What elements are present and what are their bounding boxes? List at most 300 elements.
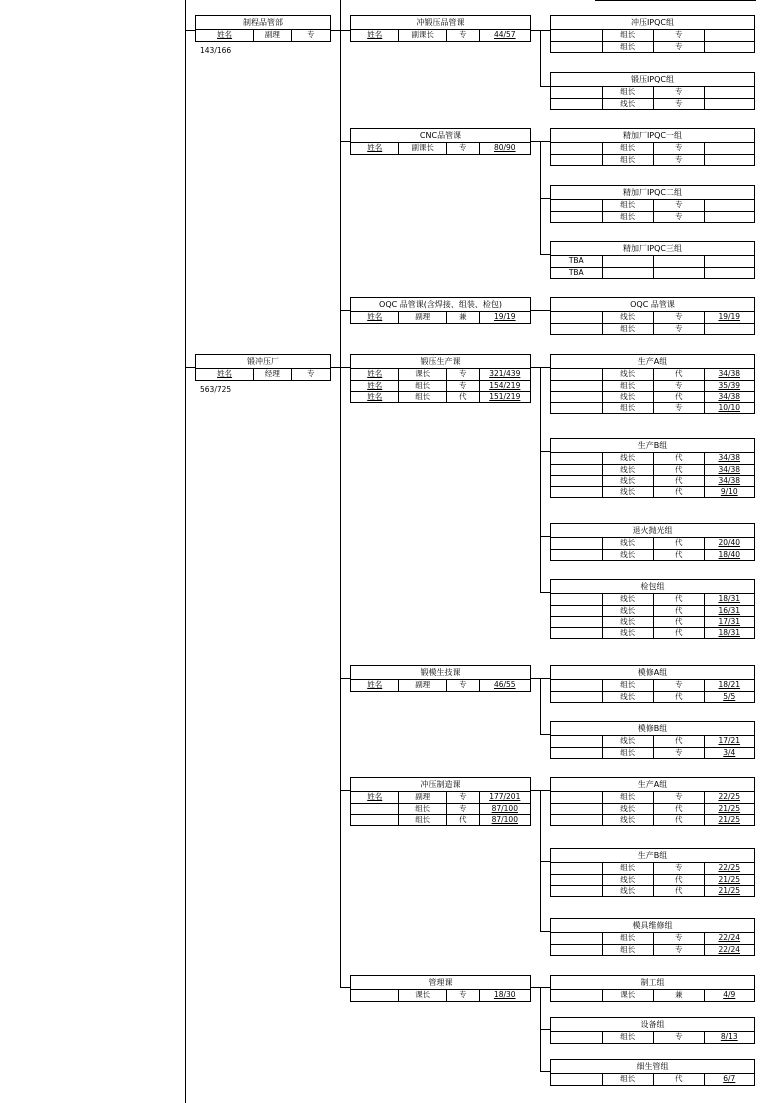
- org-node-mxA: [550, 665, 755, 703]
- org-node-row: [551, 803, 754, 814]
- org-node-cell: 专: [653, 324, 704, 334]
- org-node-cell: 代: [653, 476, 704, 486]
- org-node-cell: 专: [446, 369, 479, 380]
- org-node-scA: [550, 354, 755, 414]
- org-node-cell: 代: [653, 594, 704, 605]
- org-node-cell: 副课长: [398, 30, 445, 41]
- org-node-cell: 组长: [602, 945, 654, 955]
- org-node-cell: 副理: [398, 312, 445, 323]
- org-node-cell: 代: [446, 392, 479, 402]
- org-node-cell: [551, 1032, 602, 1043]
- org-node-xj3: [550, 241, 755, 279]
- org-node-cell: 8/13: [704, 1032, 755, 1043]
- org-node-title: 细生管组: [551, 1060, 754, 1074]
- org-node-cell: 21/25: [704, 886, 755, 896]
- connector-line: [540, 536, 550, 537]
- org-node-oqcg: [550, 297, 755, 335]
- org-node-title: 生产B组: [551, 439, 754, 453]
- org-node-cell: 专: [653, 863, 704, 874]
- org-node-cell: 5/5: [704, 692, 755, 702]
- org-node-dysc: [350, 354, 531, 403]
- org-node-dmsj: [350, 665, 531, 692]
- org-node-cell: 代: [653, 392, 704, 402]
- org-node-mjwx: [550, 918, 755, 956]
- org-node-cell: [551, 886, 602, 896]
- org-node-cell: 线长: [602, 606, 654, 616]
- org-node-row: [551, 486, 754, 497]
- org-node-cell: [551, 476, 602, 486]
- org-node-cell: 代: [653, 886, 704, 896]
- org-node-row: [551, 594, 754, 605]
- org-node-cell: 线长: [602, 99, 654, 109]
- org-node-cell: 专: [653, 748, 704, 758]
- org-node-cell: [551, 815, 602, 825]
- org-node-cell: 线长: [602, 815, 654, 825]
- org-node-row: [551, 792, 754, 803]
- org-node-title: 生产A组: [551, 778, 754, 792]
- org-node-cell: 专: [653, 212, 704, 222]
- org-node-cell: [551, 99, 602, 109]
- org-node-cell: [551, 42, 602, 52]
- org-node-row: [551, 87, 754, 98]
- org-node-cell: [653, 256, 704, 267]
- org-node-cell: [551, 933, 602, 944]
- org-node-cell: 组长: [602, 212, 654, 222]
- org-node-title: OQC 品管课: [551, 298, 754, 312]
- org-node-title: 锻模生技课: [351, 666, 530, 680]
- org-node-cell: [602, 256, 654, 267]
- org-node-row: [551, 369, 754, 380]
- org-node-cell: [551, 212, 602, 222]
- org-node-cell: 组长: [398, 815, 445, 825]
- org-node-row: [551, 143, 754, 154]
- org-node-row: [351, 30, 530, 41]
- connector-line: [595, 0, 755, 1]
- org-node-row: [551, 990, 754, 1001]
- org-node-cell: [551, 748, 602, 758]
- org-node-cell: 代: [653, 1074, 704, 1085]
- org-node-cell: 44/57: [479, 30, 530, 41]
- org-node-cell: [704, 99, 755, 109]
- connector-line: [540, 1071, 550, 1072]
- org-node-cell: 专: [446, 990, 479, 1001]
- org-node-cell: [602, 268, 654, 278]
- org-node-cell: 154/219: [479, 381, 530, 391]
- org-node-cell: [551, 594, 602, 605]
- org-node-cell: 专: [653, 312, 704, 323]
- org-node-row: [551, 691, 754, 702]
- connector-line: [540, 30, 541, 86]
- org-node-row: [351, 380, 530, 391]
- org-node-cell: 80/90: [479, 143, 530, 154]
- org-node-cell: 线长: [602, 453, 654, 464]
- org-node-cell: 17/21: [704, 736, 755, 747]
- org-node-cell: [351, 990, 398, 1001]
- org-node-thpg: [550, 523, 755, 561]
- org-node-cell: [551, 792, 602, 803]
- org-node-cell: 专: [653, 99, 704, 109]
- org-node-cell: [653, 268, 704, 278]
- org-node-title: 精加厂IPQC二组: [551, 186, 754, 200]
- connector-line: [540, 254, 550, 255]
- org-node-zg: [550, 975, 755, 1002]
- connector-line: [540, 198, 550, 199]
- org-node-row: [551, 211, 754, 222]
- org-node-xj2: [550, 185, 755, 223]
- org-node-row: [551, 312, 754, 323]
- org-node-cnc: [350, 128, 531, 155]
- org-node-cell: 专: [446, 680, 479, 691]
- org-node-row: [351, 990, 530, 1001]
- org-node-row: [351, 143, 530, 154]
- org-node-cell: TBA: [568, 268, 584, 277]
- connector-line: [540, 734, 550, 735]
- org-node-row: [551, 267, 754, 278]
- org-node-cell: [551, 369, 602, 380]
- org-node-xsg: [550, 1059, 755, 1086]
- org-node-cell: 副理: [253, 30, 290, 41]
- org-node-cell: 专: [291, 30, 330, 41]
- connector-line: [540, 790, 550, 791]
- org-node-title: 生产A组: [551, 355, 754, 369]
- org-node-cell: 线长: [602, 476, 654, 486]
- org-node-cell: 线长: [602, 369, 654, 380]
- connector-line: [340, 310, 350, 311]
- headcount-note: 143/166: [200, 46, 232, 55]
- org-node-cell: 177/201: [479, 792, 530, 803]
- org-node-cell: [551, 155, 602, 165]
- org-node-cell: 组长: [602, 792, 654, 803]
- org-node-row: [551, 402, 754, 413]
- org-node-xj1: [550, 128, 755, 166]
- org-node-row: [551, 933, 754, 944]
- org-node-cell: 姓名: [217, 30, 233, 39]
- org-node-cell: [551, 392, 602, 402]
- connector-line: [540, 987, 550, 988]
- connector-line: [540, 678, 541, 734]
- org-node-cell: 34/38: [704, 476, 755, 486]
- org-node-cell: 姓名: [367, 392, 383, 401]
- org-node-cell: [704, 212, 755, 222]
- org-node-cell: 代: [653, 736, 704, 747]
- org-node-cell: 87/100: [479, 815, 530, 825]
- connector-line: [185, 0, 186, 1103]
- org-node-cell: [551, 606, 602, 616]
- org-node-cell: 姓名: [367, 680, 383, 689]
- org-node-cell: [551, 863, 602, 874]
- org-node-cell: 组长: [602, 155, 654, 165]
- org-node-cell: [551, 628, 602, 638]
- org-node-cell: [704, 324, 755, 334]
- org-node-cell: 代: [653, 465, 704, 475]
- org-node-row: [551, 256, 754, 267]
- org-node-cell: 22/25: [704, 863, 755, 874]
- org-node-cell: 姓名: [367, 143, 383, 152]
- org-node-row: [551, 605, 754, 616]
- org-node-cell: 17/31: [704, 617, 755, 627]
- org-node-cell: 34/38: [704, 453, 755, 464]
- org-node-cell: 组长: [602, 87, 654, 98]
- org-node-row: [551, 747, 754, 758]
- org-node-cell: 34/38: [704, 465, 755, 475]
- org-node-cell: [551, 550, 602, 560]
- org-node-cell: 线长: [602, 538, 654, 549]
- org-node-title: 管理课: [351, 976, 530, 990]
- org-node-cell: 组长: [602, 933, 654, 944]
- org-node-title: 模具维修组: [551, 919, 754, 933]
- org-node-dcyc: [195, 354, 331, 381]
- org-node-glk: [350, 975, 531, 1002]
- org-node-jb: [550, 579, 755, 639]
- org-node-cell: [551, 804, 602, 814]
- org-node-cell: 组长: [602, 1032, 654, 1043]
- org-node-cell: 35/39: [704, 381, 755, 391]
- connector-line: [340, 987, 350, 988]
- org-node-cell: 专: [653, 30, 704, 41]
- org-node-cell: [551, 692, 602, 702]
- org-node-cell: 22/24: [704, 933, 755, 944]
- org-node-cell: 46/55: [479, 680, 530, 691]
- org-node-cell: 组长: [398, 381, 445, 391]
- org-node-title: 制工组: [551, 976, 754, 990]
- org-node-cell: 线长: [602, 487, 654, 497]
- org-node-cell: 16/31: [704, 606, 755, 616]
- org-node-cyp: [350, 15, 531, 42]
- headcount-note: 563/725: [200, 385, 232, 394]
- org-node-title: CNC品管课: [351, 129, 530, 143]
- org-node-row: [351, 391, 530, 402]
- org-node-row: [551, 874, 754, 885]
- org-node-cell: 组长: [602, 42, 654, 52]
- org-node-cell: 线长: [602, 875, 654, 885]
- org-node-cell: 组长: [602, 1074, 654, 1085]
- org-node-cell: 姓名: [367, 381, 383, 390]
- org-node-cell: 9/10: [704, 487, 755, 497]
- org-node-cell: [704, 200, 755, 211]
- org-node-cell: 代: [653, 804, 704, 814]
- org-node-row: [351, 312, 530, 323]
- org-node-cell: 组长: [398, 392, 445, 402]
- org-node-cell: 线长: [602, 804, 654, 814]
- org-node-title: 模修B组: [551, 722, 754, 736]
- org-node-cell: 19/19: [479, 312, 530, 323]
- org-node-cell: [551, 312, 602, 323]
- connector-line: [540, 141, 550, 142]
- connector-line: [540, 367, 550, 368]
- org-node-row: [551, 323, 754, 334]
- org-node-cyipqc: [550, 15, 755, 53]
- connector-line: [540, 367, 541, 592]
- org-node-cell: [551, 875, 602, 885]
- org-node-cell: 18/40: [704, 550, 755, 560]
- org-node-title: 精加厂IPQC一组: [551, 129, 754, 143]
- org-node-cell: 代: [653, 369, 704, 380]
- connector-line: [340, 141, 350, 142]
- org-node-cell: 151/219: [479, 392, 530, 402]
- org-node-cell: 课长: [602, 990, 654, 1001]
- org-node-title: 模修A组: [551, 666, 754, 680]
- org-node-cell: 专: [446, 143, 479, 154]
- connector-line: [540, 1029, 550, 1030]
- org-node-cell: 线长: [602, 594, 654, 605]
- org-node-row: [351, 803, 530, 814]
- org-node-row: [351, 792, 530, 803]
- org-node-cell: [704, 143, 755, 154]
- org-node-cell: [551, 990, 602, 1001]
- org-node-zcpg: [195, 15, 331, 42]
- org-node-cell: 专: [653, 1032, 704, 1043]
- org-node-row: [551, 41, 754, 52]
- connector-line: [340, 0, 341, 987]
- org-node-cell: [551, 453, 602, 464]
- org-node-row: [551, 538, 754, 549]
- org-node-cell: 专: [653, 87, 704, 98]
- connector-line: [340, 678, 350, 679]
- org-node-row: [351, 369, 530, 380]
- org-node-row: [551, 627, 754, 638]
- org-node-cell: 20/40: [704, 538, 755, 549]
- org-node-cell: 组长: [602, 863, 654, 874]
- org-node-cell: [551, 680, 602, 691]
- org-node-cell: 线长: [602, 628, 654, 638]
- org-node-title: 冲压制造课: [351, 778, 530, 792]
- org-node-cell: 专: [291, 369, 330, 380]
- org-node-cell: 姓名: [367, 792, 383, 801]
- org-node-title: OQC 品管课(含焊接、组装、检包): [351, 298, 530, 312]
- org-node-row: [551, 944, 754, 955]
- org-node-cell: 组长: [602, 324, 654, 334]
- org-node-cell: 线长: [602, 312, 654, 323]
- org-node-title: 冲锻压品管课: [351, 16, 530, 30]
- org-node-row: [551, 200, 754, 211]
- org-node-cell: [551, 465, 602, 475]
- org-node-cell: 姓名: [367, 312, 383, 321]
- org-node-cell: 代: [446, 815, 479, 825]
- org-node-cell: 专: [653, 200, 704, 211]
- org-node-dyipqc: [550, 72, 755, 110]
- org-node-cell: 专: [653, 381, 704, 391]
- org-node-cell: 专: [653, 155, 704, 165]
- org-node-cell: [704, 155, 755, 165]
- org-node-cell: 组长: [602, 143, 654, 154]
- org-node-cell: 组长: [602, 30, 654, 41]
- org-node-row: [551, 464, 754, 475]
- org-node-cell: 22/24: [704, 945, 755, 955]
- org-node-cell: 课长: [398, 990, 445, 1001]
- org-node-cell: 姓名: [367, 30, 383, 39]
- org-node-cell: 代: [653, 487, 704, 497]
- org-node-cell: 代: [653, 875, 704, 885]
- org-node-row: [351, 680, 530, 691]
- org-node-cell: 专: [653, 792, 704, 803]
- org-node-cell: [351, 804, 398, 814]
- org-node-cell: 代: [653, 550, 704, 560]
- org-node-row: [551, 680, 754, 691]
- org-node-row: [551, 616, 754, 627]
- org-node-cell: 代: [653, 815, 704, 825]
- org-node-cell: 组长: [602, 748, 654, 758]
- connector-line: [540, 30, 550, 31]
- connector-line: [540, 86, 550, 87]
- org-node-cell: 代: [653, 538, 704, 549]
- org-node-oqc: [350, 297, 531, 324]
- org-node-cell: [704, 268, 755, 278]
- org-node-row: [551, 380, 754, 391]
- org-node-cell: 34/38: [704, 392, 755, 402]
- org-node-cell: 专: [653, 42, 704, 52]
- org-node-cell: [351, 815, 398, 825]
- org-node-cell: 87/100: [479, 804, 530, 814]
- org-node-cell: 组长: [602, 381, 654, 391]
- org-node-cell: 专: [446, 381, 479, 391]
- org-node-mxB: [550, 721, 755, 759]
- org-node-cell: 6/7: [704, 1074, 755, 1085]
- org-node-cell: 线长: [602, 550, 654, 560]
- org-node-row: [551, 453, 754, 464]
- org-node-cell: 专: [653, 680, 704, 691]
- org-node-cell: 34/38: [704, 369, 755, 380]
- org-node-cell: 18/31: [704, 594, 755, 605]
- org-node-title: 锻压生产课: [351, 355, 530, 369]
- org-node-cell: [551, 200, 602, 211]
- org-node-cell: 18/31: [704, 628, 755, 638]
- connector-line: [540, 592, 550, 593]
- org-node-cell: 4/9: [704, 990, 755, 1001]
- org-node-row: [551, 391, 754, 402]
- org-node-title: 退火抛光组: [551, 524, 754, 538]
- org-node-cell: 组长: [602, 200, 654, 211]
- org-node-cell: 专: [446, 30, 479, 41]
- org-node-cell: [551, 30, 602, 41]
- connector-line: [540, 678, 550, 679]
- org-node-cell: 线长: [602, 692, 654, 702]
- org-node-cell: [704, 30, 755, 41]
- org-node-cell: 姓名: [217, 369, 233, 378]
- org-node-row: [551, 475, 754, 486]
- org-node-cell: 专: [653, 933, 704, 944]
- org-node-cell: [551, 617, 602, 627]
- org-node-cell: 代: [653, 628, 704, 638]
- org-node-cell: 3/4: [704, 748, 755, 758]
- org-node-cell: 专: [446, 804, 479, 814]
- org-node-cell: 线长: [602, 392, 654, 402]
- org-node-row: [551, 30, 754, 41]
- org-node-cell: 兼: [446, 312, 479, 323]
- org-node-cell: 321/439: [479, 369, 530, 380]
- org-node-title: 生产B组: [551, 849, 754, 863]
- org-node-row: [196, 369, 330, 380]
- org-node-row: [551, 549, 754, 560]
- org-node-title: 精加厂IPQC三组: [551, 242, 754, 256]
- org-node-cell: [551, 87, 602, 98]
- org-node-cell: 副课长: [398, 143, 445, 154]
- org-node-row: [551, 885, 754, 896]
- org-node-scB: [550, 438, 755, 498]
- org-node-cell: [704, 42, 755, 52]
- org-node-cell: [551, 381, 602, 391]
- org-node-sb: [550, 1017, 755, 1044]
- org-node-cell: TBA: [568, 256, 584, 265]
- org-node-cell: 专: [653, 403, 704, 413]
- org-node-title: 制程品管部: [196, 16, 330, 30]
- org-node-cell: 组长: [602, 403, 654, 413]
- org-node-cell: 姓名: [367, 369, 383, 378]
- org-node-cell: 21/25: [704, 875, 755, 885]
- org-node-title: 冲压IPQC组: [551, 16, 754, 30]
- org-node-cell: [551, 143, 602, 154]
- connector-line: [540, 931, 550, 932]
- org-node-cell: 代: [653, 692, 704, 702]
